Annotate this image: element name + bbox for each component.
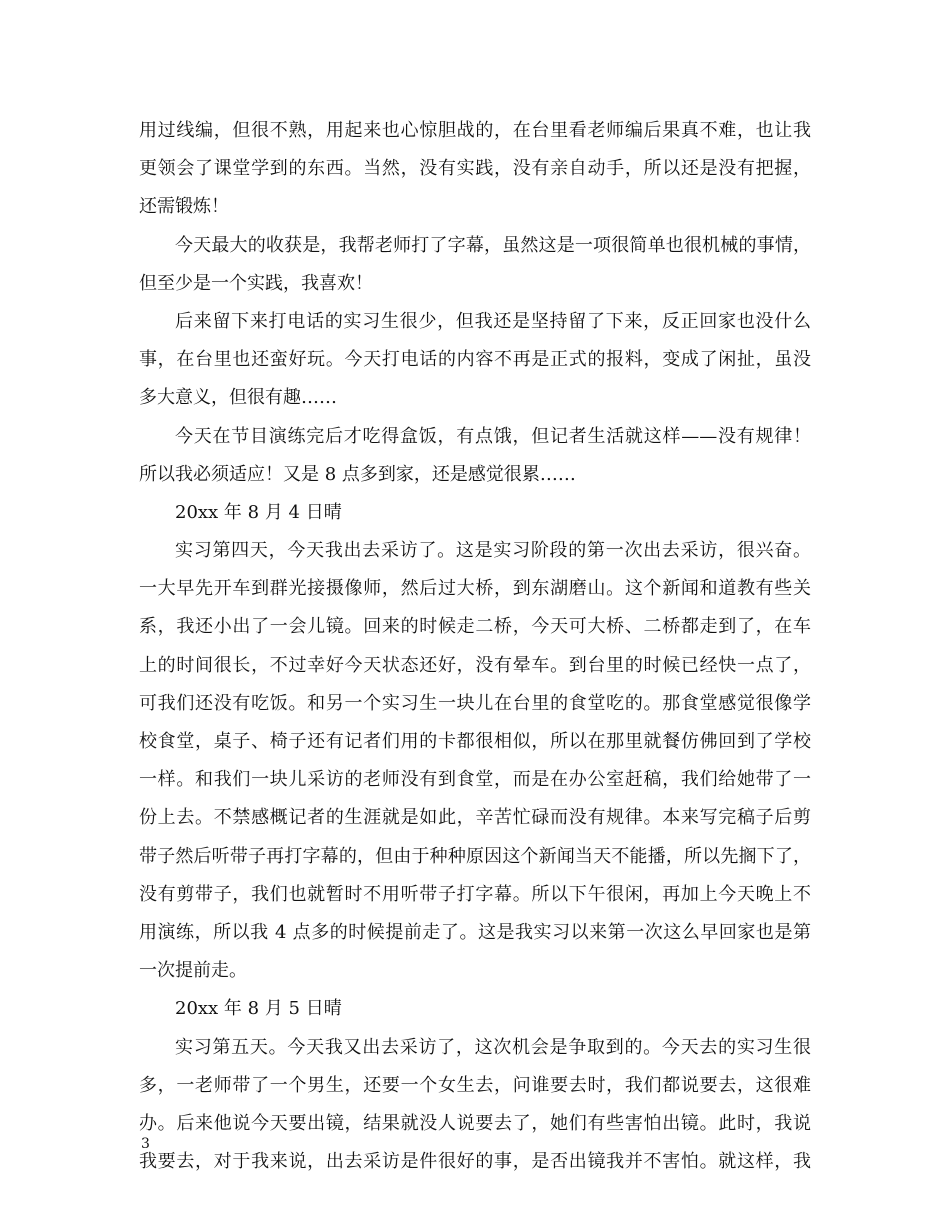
text-line: 更领会了课堂学到的东西。当然，没有实践，没有亲自动手，所以还是没有把握， (139, 158, 811, 180)
text-line: 所以我必须适应！又是 8 点多到家，还是感觉很累…… (139, 463, 576, 485)
text-line: 用演练，所以我 4 点多的时候提前走了。这是我实习以来第一次这么早回家也是第 (139, 921, 811, 943)
text-line: 事，在台里也还蛮好玩。今天打电话的内容不再是正式的报料，变成了闲扯，虽没 (139, 349, 811, 371)
paragraph-start-line: 实习第五天。今天我又出去采访了，这次机会是争取到的。今天去的实习生很 (175, 1036, 811, 1058)
text-line: 多大意义，但很有趣…… (139, 387, 337, 409)
text-line: 一次提前走。 (139, 960, 247, 982)
text-line: 份上去。不禁感概记者的生涯就是如此，辛苦忙碌而没有规律。本来写完稿子后剪 (139, 807, 811, 829)
text-line: 带子然后听带子再打字幕的，但由于种种原因这个新闻当天不能播，所以先搁下了， (139, 845, 811, 867)
text-line: 还需锻炼！ (139, 196, 229, 218)
paragraph-start-line: 后来留下来打电话的实习生很少，但我还是坚持留了下来，反正回家也没什么 (175, 310, 811, 332)
text-line: 校食堂，桌子、椅子还有记者们用的卡都很相似，所以在那里就餐仿佛回到了学校 (139, 731, 811, 752)
text-line: 上的时间很长，不过幸好今天状态还好，没有晕车。到台里的时候已经快一点了， (139, 654, 811, 676)
paragraph-start-line: 今天在节目演练完后才吃得盒饭，有点饿，但记者生活就这样——没有规律！ (175, 425, 811, 447)
paragraph-start-line: 今天最大的收获是，我帮老师打了字幕，虽然这是一项很简单也很机械的事情， (175, 234, 811, 256)
date-heading: 20xx 年 8 月 5 日晴 (175, 998, 342, 1020)
text-line: 可我们还没有吃饭。和另一个实习生一块儿在台里的食堂吃的。那食堂感觉很像学 (139, 692, 811, 714)
text-line: 一样。和我们一块儿采访的老师没有到食堂，而是在办公室赶稿，我们给她带了一 (139, 769, 811, 791)
text-line: 没有剪带子，我们也就暂时不用听带子打字幕。所以下午很闲，再加上今天晚上不 (139, 883, 811, 905)
text-line: 一大早先开车到群光接摄像师，然后过大桥，到东湖磨山。这个新闻和道教有些关 (139, 578, 811, 600)
text-line: 但至少是一个实践，我喜欢！ (139, 272, 373, 294)
date-heading: 20xx 年 8 月 4 日晴 (175, 501, 342, 523)
document-body (139, 112, 811, 1181)
text-line: 多，一老师带了一个男生，还要一个女生去，问谁要去时，我们都说要去，这很难 (139, 1074, 811, 1096)
paragraph-start-line: 实习第四天，今天我出去采访了。这是实习阶段的第一次出去采访，很兴奋。 (175, 540, 811, 562)
text-line: 我要去，对于我来说，出去采访是件很好的事，是否出镜我并不害怕。就这样，我 (139, 1151, 811, 1173)
text-line: 系，我还小出了一会儿镜。回来的时候走二桥，今天可大桥、二桥都走到了，在车 (139, 616, 811, 638)
page-number: 3 (141, 1136, 150, 1152)
text-line: 办。后来他说今天要出镜，结果就没人说要去了，她们有些害怕出镜。此时，我说 (139, 1112, 811, 1134)
text-line: 用过线编，但很不熟，用起来也心惊胆战的，在台里看老师编后果真不难，也让我 (139, 120, 811, 141)
